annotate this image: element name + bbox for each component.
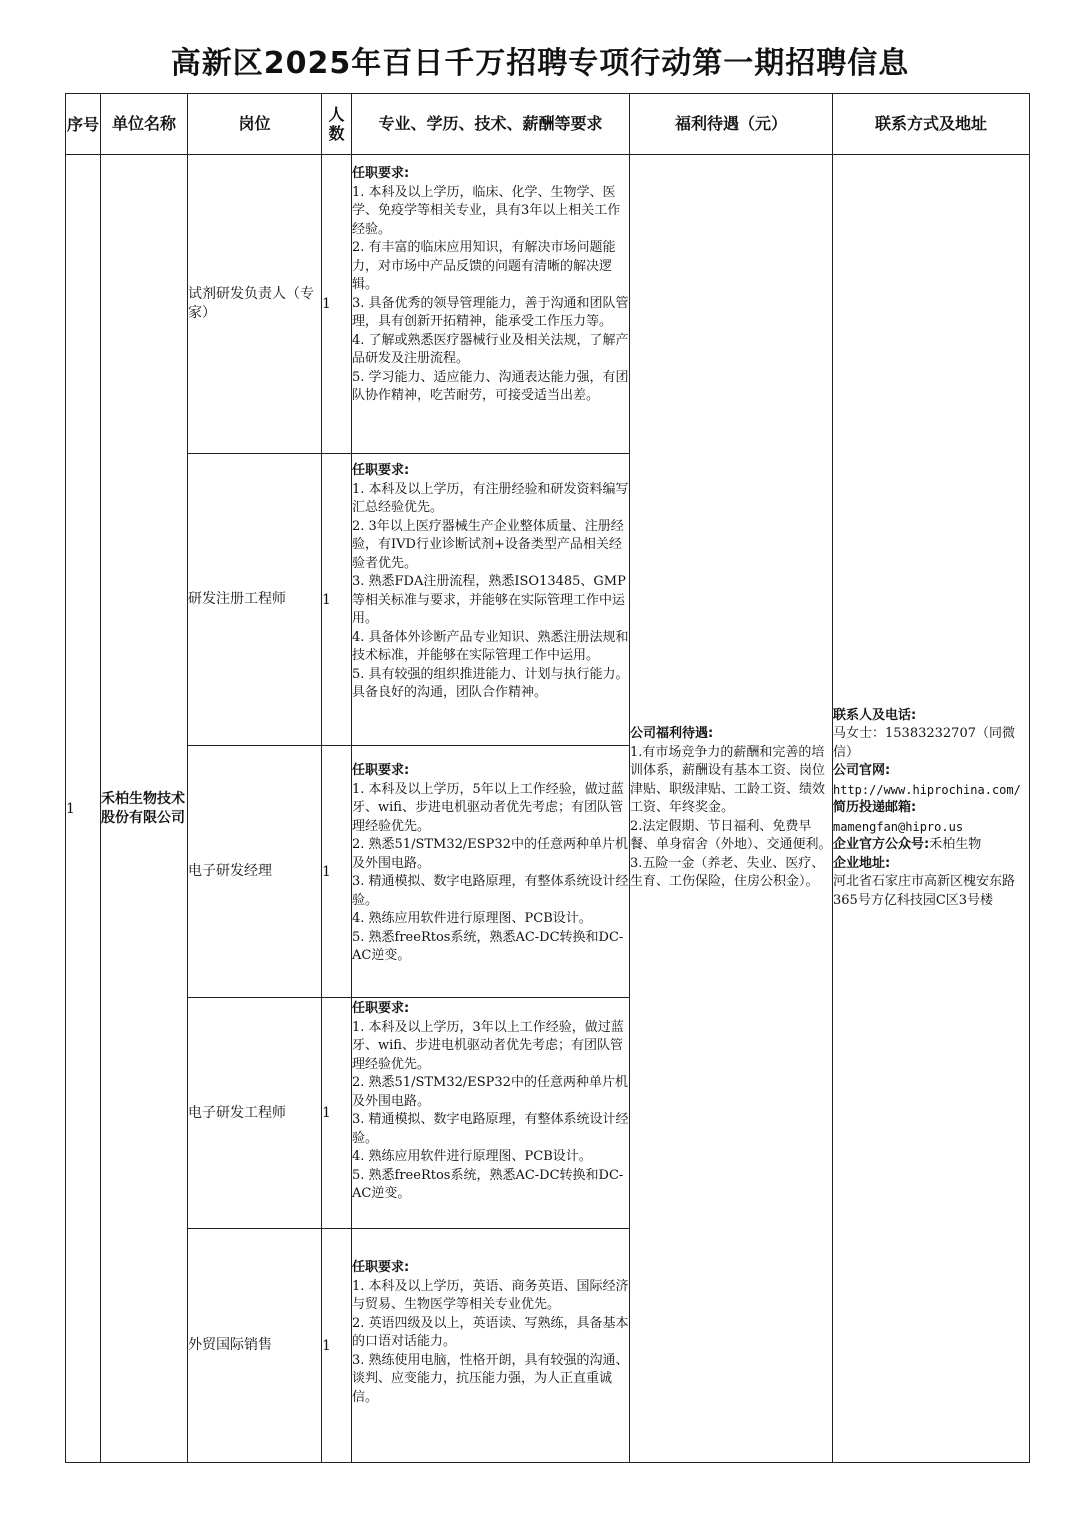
recruitment-table	[65, 93, 1030, 1463]
position-cell: 电子研发工程师	[188, 998, 322, 1229]
header-seq: 序号	[66, 94, 101, 155]
count-cell: 1	[322, 155, 352, 454]
req-line: 1. 本科及以上学历，3年以上工作经验，做过蓝牙、wifi、步进电机驱动者优先考虑；有团队管理经验优先。	[352, 1019, 624, 1072]
contact-site-link[interactable]: http://www.hiprochina.com/	[833, 782, 1021, 797]
req-line: 4. 熟练应用软件进行原理图、PCB设计。	[352, 911, 592, 926]
req-line: 2. 熟悉51/STM32/ESP32中的任意两种单片机及外围电路。	[352, 1075, 628, 1109]
header-position: 岗位	[188, 94, 322, 155]
header-count: 人数	[322, 94, 352, 155]
welfare-item: 2.法定假期、节日福利、免费早餐、单身宿舍（外地）、交通便利。	[630, 818, 832, 853]
contact-site-label: 公司官网:	[833, 763, 891, 779]
contact-email-link[interactable]: mamengfan@hipro.us	[833, 819, 964, 834]
header-welfare: 福利待遇（元）	[630, 94, 833, 155]
count-cell: 1	[322, 998, 352, 1229]
req-line: 2. 3年以上医疗器械生产企业整体质量、注册经验，有IVD行业诊断试剂+设备类型产品相关经验者优先。	[352, 518, 624, 571]
req-line: 5. 学习能力、适应能力、沟通表达能力强，有团队协作精神，吃苦耐劳，可接受适当出差。	[352, 369, 629, 403]
welfare-item: 3.五险一金（养老、失业、医疗、生育、工伤保险，住房公积金）。	[630, 855, 825, 890]
contact-wechat-label: 企业官方公众号:	[833, 837, 930, 853]
req-title: 任职要求:	[352, 166, 410, 181]
contact-phone-label: 联系人及电话:	[833, 707, 917, 723]
req-line: 2. 有丰富的临床应用知识，有解决市场问题能力，对市场中产品反馈的问题有清晰的解决逻辑。	[352, 240, 616, 292]
req-line: 1. 本科及以上学历，5年以上工作经验，做过蓝牙、wifi、步进电机驱动者优先考虑；有团队管理经验优先。	[352, 781, 624, 834]
seq-cell: 1	[66, 155, 101, 1463]
req-line: 3. 熟悉FDA注册流程，熟悉ISO13485、GMP等相关标准与要求，并能够在实际管理工作中运用。	[352, 574, 626, 626]
req-line: 4. 熟练应用软件进行原理图、PCB设计。	[352, 1149, 592, 1164]
header-requirements: 专业、学历、技术、薪酬等要求	[352, 94, 630, 155]
req-line: 5. 熟悉freeRtos系统，熟悉AC-DC转换和DC-AC逆变。	[352, 1167, 624, 1201]
page-title: 高新区2025年百日千万招聘专项行动第一期招聘信息	[170, 46, 910, 81]
req-line: 3. 精通模拟、数字电路原理，有整体系统设计经验。	[352, 874, 629, 908]
req-line: 1. 本科及以上学历，英语、商务英语、国际经济与贸易、生物医学等相关专业优先。	[352, 1278, 629, 1312]
req-title: 任职要求:	[352, 1001, 410, 1016]
table-row	[66, 155, 1030, 454]
req-line: 4. 了解或熟悉医疗器械行业及相关法规，了解产品研发及注册流程。	[352, 332, 629, 366]
table-header-row	[66, 94, 1030, 155]
req-line: 1. 本科及以上学历，临床、化学、生物学、医学、免疫学等相关专业，具有3年以上相关工作经验。	[352, 184, 621, 237]
req-line: 5. 具有较强的组织推进能力、计划与执行能力。具备良好的沟通，团队合作精神。	[352, 666, 629, 700]
company-name: 禾柏生物技术股份有限公司	[101, 155, 188, 1463]
requirements-cell	[352, 155, 630, 454]
welfare-cell	[630, 155, 833, 1463]
position-cell: 研发注册工程师	[188, 454, 322, 746]
welfare-title: 公司福利待遇:	[630, 726, 714, 742]
req-line: 3. 熟练使用电脑，性格开朗，具有较强的沟通、谈判、应变能力，抗压能力强，为人正直重诚信。	[352, 1352, 629, 1405]
requirements-cell	[352, 1229, 630, 1463]
position-cell: 外贸国际销售	[188, 1229, 322, 1463]
welfare-item: 1.有市场竞争力的薪酬和完善的培训体系，薪酬设有基本工资、岗位津贴、职级津贴、工龄工资、绩效工资、年终奖金。	[630, 744, 826, 816]
requirements-cell	[352, 454, 630, 746]
position-cell: 电子研发经理	[188, 746, 322, 998]
req-title: 任职要求:	[352, 463, 410, 478]
contact-wechat-value: 禾柏生物	[929, 837, 982, 853]
contact-address-label: 企业地址:	[833, 855, 891, 871]
req-line: 3. 具备优秀的领导管理能力，善于沟通和团队管理，具有创新开拓精神，能承受工作压力等。	[352, 295, 629, 329]
req-line: 3. 精通模拟、数字电路原理，有整体系统设计经验。	[352, 1112, 629, 1146]
req-line: 1. 本科及以上学历，有注册经验和研发资料编写汇总经验优先。	[352, 481, 629, 515]
requirements-cell	[352, 998, 630, 1229]
position-cell: 试剂研发负责人（专家）	[188, 155, 322, 454]
count-cell: 1	[322, 1229, 352, 1463]
header-contact: 联系方式及地址	[833, 94, 1030, 155]
req-line: 2. 熟悉51/STM32/ESP32中的任意两种单片机及外围电路。	[352, 837, 628, 871]
header-company: 单位名称	[101, 94, 188, 155]
contact-phone-value: 马女士：15383232707（同微信）	[833, 726, 1015, 760]
req-title: 任职要求:	[352, 763, 410, 778]
req-title: 任职要求:	[352, 1260, 410, 1275]
req-line: 5. 熟悉freeRtos系统，熟悉AC-DC转换和DC-AC逆变。	[352, 929, 624, 963]
req-line: 2. 英语四级及以上，英语读、写熟练，具备基本的口语对话能力。	[352, 1315, 629, 1349]
count-cell: 1	[322, 454, 352, 746]
count-cell: 1	[322, 746, 352, 998]
requirements-cell	[352, 746, 630, 998]
req-line: 4. 具备体外诊断产品专业知识、熟悉注册法规和技术标准，并能够在实际管理工作中运用。	[352, 629, 629, 663]
contact-cell	[833, 155, 1030, 1463]
contact-email-label: 简历投递邮箱:	[833, 800, 917, 816]
contact-address-value: 河北省石家庄市高新区槐安东路365号方亿科技园C区3号楼	[833, 874, 1016, 908]
